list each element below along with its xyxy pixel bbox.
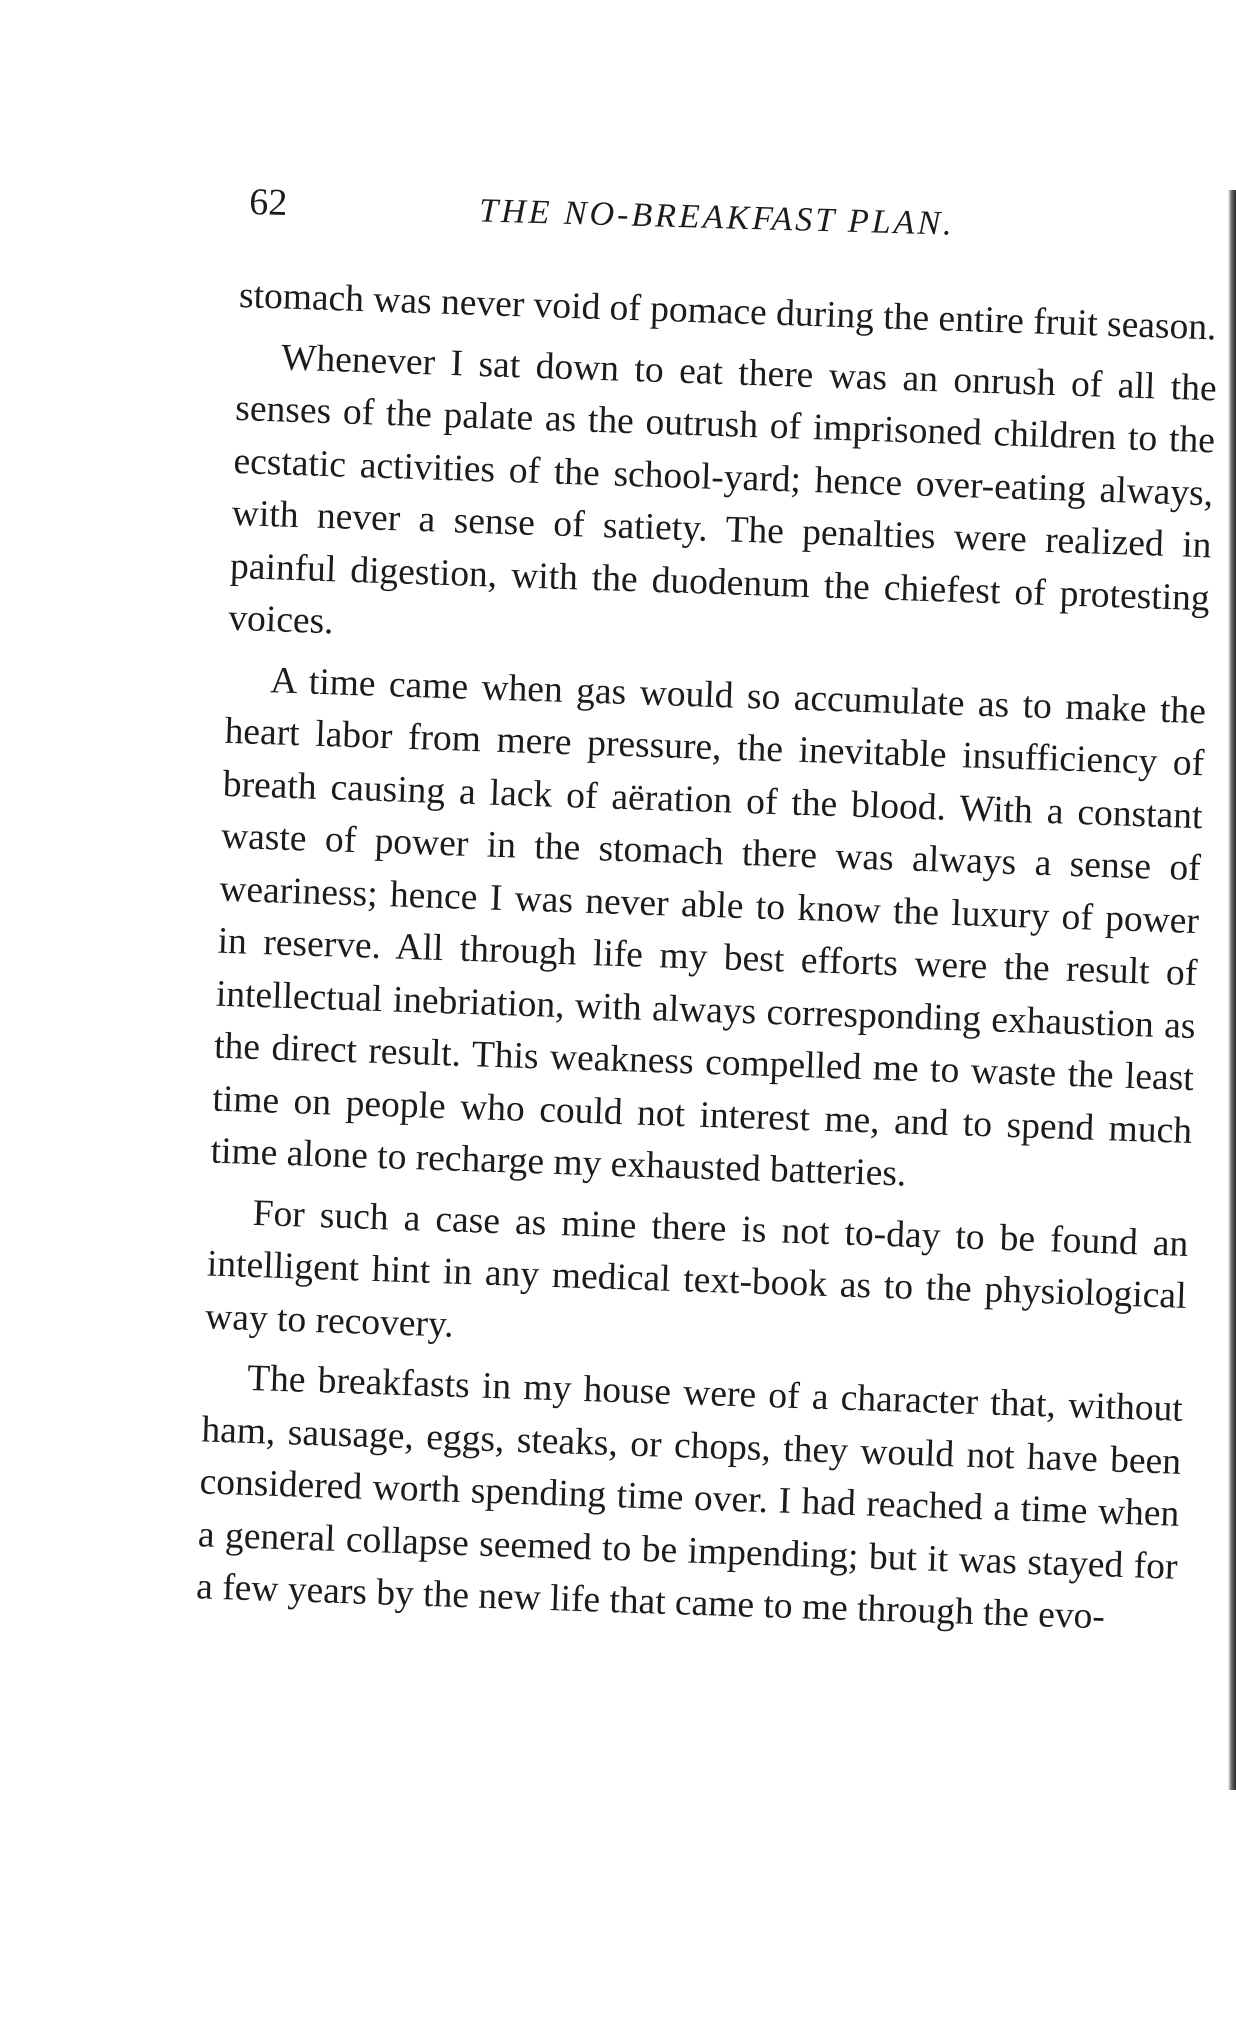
- scan-page-edge-shadow: [1228, 190, 1236, 1790]
- paragraph-onrush: Whenever I sat down to eat there was an onrush of all the senses of the palate as the outrush of imprisoned children to the ecstatic activities of the school-yard; hence over-eating always, with never a sense of satiety. The penalties were realized in painful digestion, with the duodenum the chiefest of protesting voices.: [227, 336, 1218, 643]
- paragraph-medical-textbook: For such a case as mine there is not to-day to be found an intelligent hint in any medical text-book as to the physiological way to recovery.: [204, 1192, 1189, 1346]
- running-head: [248, 180, 1209, 267]
- body-text: [195, 270, 1219, 1654]
- page-number: 62: [248, 180, 288, 225]
- paragraph-gas: A time came when gas would so accumulate as to make the heart labor from mere pressure, the inevitable insufficiency of breath causing a lack of aëration of the blood. With a constant waste of power in the stomach there was always a sense of weariness; hence I was never able to know the luxury of power in reserve. All through life my best efforts were the result of intellectual inebriation, with always corresponding exhaustion as the direct result. This weakness compelled me to waste the least time on people who could not interest me, and to spend much time alone to recharge my exhausted batteries.: [210, 659, 1207, 1195]
- paragraph-continuation: stomach was never void of pomace during the entire fruit season.: [238, 274, 1218, 349]
- paragraph-breakfasts: The breakfasts in my house were of a character that, without ham, sausage, eggs, steaks, or chops, they would not have been considered worth spending time over. I had reached a time when a general collapse seemed to be impending; but it was stayed for a few years by the new life that came to me through the evo-: [195, 1357, 1184, 1638]
- running-title: THE NO-BREAKFAST PLAN.: [478, 192, 956, 243]
